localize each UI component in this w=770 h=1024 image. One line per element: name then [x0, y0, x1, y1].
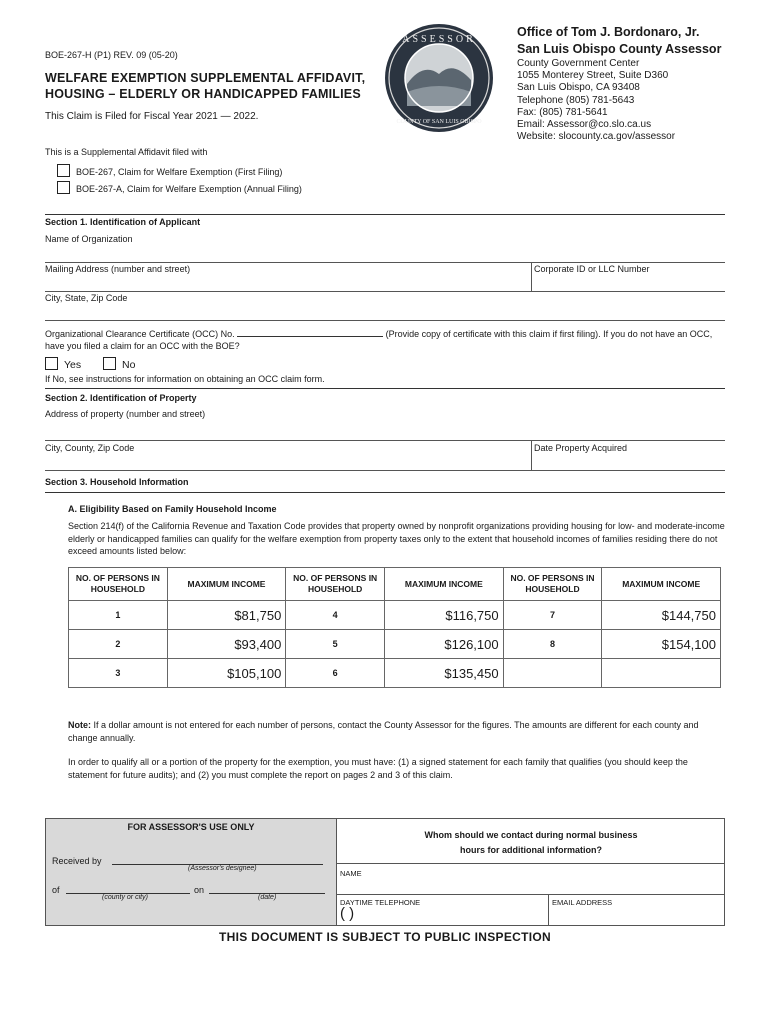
col-income: MAXIMUM INCOME: [385, 568, 504, 601]
table-row: [69, 601, 721, 630]
option-annual-filing-label: BOE-267-A, Claim for Welfare Exemption (Annual Filing): [76, 184, 302, 194]
persons-cell: 2: [69, 630, 168, 659]
income-cell: $81,750: [167, 601, 286, 630]
option-annual-filing[interactable]: [57, 181, 302, 194]
eligibility-paragraph: Section 214(f) of the California Revenue and Taxation Code provides that property owned by nonprofit organizations providing housing for low- and moderate-income elderly or handicapped families can qualify for the welfare exemption from property taxes only to the extent that household incomes of families residing there do not exceed amounts listed below:: [68, 521, 725, 556]
income-table-header: [69, 568, 721, 601]
option-first-filing-label: BOE-267, Claim for Welfare Exemption (First Filing): [76, 167, 283, 177]
org-name-field[interactable]: [45, 245, 725, 261]
office-title: San Luis Obispo County Assessor: [517, 42, 722, 56]
occ-note: If No, see instructions for information on obtaining an OCC claim form.: [45, 374, 325, 384]
income-cell[interactable]: [602, 659, 721, 688]
occ-instruction: (Provide copy of certificate with this claim if first filing). If you do not have: [385, 329, 675, 339]
section3-heading: Section 3. Household Information: [45, 477, 189, 487]
yes-checkbox[interactable]: [45, 357, 58, 370]
office-fax: Fax: (805) 781-5641: [517, 106, 608, 118]
date-caption: (date): [258, 894, 277, 901]
persons-cell: 5: [286, 630, 385, 659]
title-line-1: WELFARE EXEMPTION SUPPLEMENTAL AFFIDAVIT,: [45, 71, 366, 85]
county-caption: (county or city): [102, 894, 148, 901]
persons-cell: 6: [286, 659, 385, 688]
occ-question: an OCC, have you filed a claim for an OCC with the BOE?: [45, 329, 713, 351]
office-name: Office of Tom J. Bordonaro, Jr.: [517, 25, 700, 39]
property-city-label: City, County, Zip Code: [45, 443, 135, 453]
table-row: [69, 630, 721, 659]
office-address: [517, 58, 675, 143]
occ-yes-option[interactable]: [45, 357, 81, 371]
date-acquired-label: Date Property Acquired: [534, 443, 628, 453]
email-label: EMAIL ADDRESS: [552, 898, 613, 907]
income-cell: $144,750: [602, 601, 721, 630]
phone-field[interactable]: ( ): [340, 905, 355, 922]
fiscal-year: This Claim is Filed for Fiscal Year 2021 — 2022.: [45, 111, 259, 122]
form-code: BOE-267-H (P1) REV. 09 (05-20): [45, 50, 178, 60]
occ-number-field[interactable]: [237, 336, 383, 337]
col-persons: NO. OF PERSONS IN HOUSEHOLD: [286, 568, 385, 601]
received-by-label: Received by: [52, 856, 102, 866]
office-address-line: County Government Center: [517, 58, 640, 69]
of-label: of: [52, 885, 60, 895]
qualify-paragraph: In order to qualify all or a portion of the property for the exemption, you must have: (1) a signed statement for each family that qualifies (you should keep the statement for future audits); and (2) you must complete the report on pages 2 and 3 of this claim.: [68, 757, 688, 780]
mailing-address-label: Mailing Address (number and street): [45, 264, 191, 274]
note-text: If a dollar amount is not entered for each number of persons, contact the County Assessor for the figures. The amounts are different for each county and change annually.: [68, 720, 699, 743]
annual-filing-checkbox[interactable]: [57, 181, 70, 194]
section1-heading: Section 1. Identification of Applicant: [45, 217, 201, 227]
income-cell: $126,100: [385, 630, 504, 659]
occ-label: Organizational Clearance Certificate (OCC) No.: [45, 329, 235, 339]
col-persons: NO. OF PERSONS IN HOUSEHOLD: [69, 568, 168, 601]
income-cell: $116,750: [385, 601, 504, 630]
name-label: NAME: [340, 869, 362, 878]
phone-label: DAYTIME TELEPHONE: [340, 898, 421, 907]
first-filing-checkbox[interactable]: [57, 164, 70, 177]
assessor-use-box: [45, 818, 337, 926]
designee-caption: (Assessor's designee): [188, 865, 257, 872]
persons-cell: [503, 659, 602, 688]
income-cell: $93,400: [167, 630, 286, 659]
office-address-line: San Luis Obispo, CA 93408: [517, 82, 640, 94]
org-name-label: Name of Organization: [45, 234, 133, 244]
office-website[interactable]: Website: slocounty.ca.gov/assessor: [517, 131, 676, 143]
city-state-zip-label: City, State, Zip Code: [45, 293, 128, 303]
option-first-filing[interactable]: [57, 164, 282, 177]
office-heading: [517, 24, 721, 58]
on-label: on: [194, 885, 205, 895]
email-field[interactable]: [549, 906, 724, 925]
form-title: [45, 70, 365, 102]
title-line-2: HOUSING – ELDERLY OR HANDICAPPED FAMILIES: [45, 87, 361, 101]
income-table: [68, 567, 721, 688]
note-paragraph: [68, 719, 728, 745]
persons-cell: 1: [69, 601, 168, 630]
income-cell: $135,450: [385, 659, 504, 688]
income-cell: $105,100: [167, 659, 286, 688]
occ-text: [45, 328, 730, 352]
yes-label: Yes: [64, 359, 82, 371]
property-address-label: Address of property (number and street): [45, 409, 206, 419]
col-persons: NO. OF PERSONS IN HOUSEHOLD: [503, 568, 602, 601]
no-label: No: [122, 359, 136, 371]
contact-title: [337, 828, 725, 858]
persons-cell: 7: [503, 601, 602, 630]
assessor-seal-logo: [383, 22, 495, 134]
persons-cell: 4: [286, 601, 385, 630]
eligibility-subheading: A. Eligibility Based on Family Household Income: [68, 504, 277, 514]
contact-name-field[interactable]: [337, 864, 725, 894]
svg-text:ASSESSOR: ASSESSOR: [402, 34, 476, 45]
occ-no-option[interactable]: [103, 357, 135, 371]
section2-heading: Section 2. Identification of Property: [45, 393, 197, 403]
office-address-line: 1055 Monterey Street, Suite D360: [517, 70, 669, 82]
col-income: MAXIMUM INCOME: [602, 568, 721, 601]
corp-id-label: Corporate ID or LLC Number: [534, 264, 650, 274]
assessor-use-title: FOR ASSESSOR'S USE ONLY: [127, 822, 255, 832]
no-checkbox[interactable]: [103, 357, 116, 370]
col-income: MAXIMUM INCOME: [167, 568, 286, 601]
supplemental-intro: This is a Supplemental Affidavit filed with: [45, 147, 208, 157]
persons-cell: 8: [503, 630, 602, 659]
table-row: [69, 659, 721, 688]
income-cell: $154,100: [602, 630, 721, 659]
contact-title-line1: Whom should we contact during normal business: [424, 830, 638, 840]
public-inspection-footer: THIS DOCUMENT IS SUBJECT TO PUBLIC INSPECTION: [219, 930, 551, 944]
contact-title-line2: hours for additional information?: [460, 845, 602, 855]
note-label: Note:: [68, 720, 91, 730]
svg-text:COUNTY OF SAN LUIS OBISPO: COUNTY OF SAN LUIS OBISPO: [396, 119, 482, 125]
office-email[interactable]: Email: Assessor@co.slo.ca.us: [517, 119, 652, 131]
office-phone: Telephone (805) 781-5643: [517, 94, 635, 106]
persons-cell: 3: [69, 659, 168, 688]
